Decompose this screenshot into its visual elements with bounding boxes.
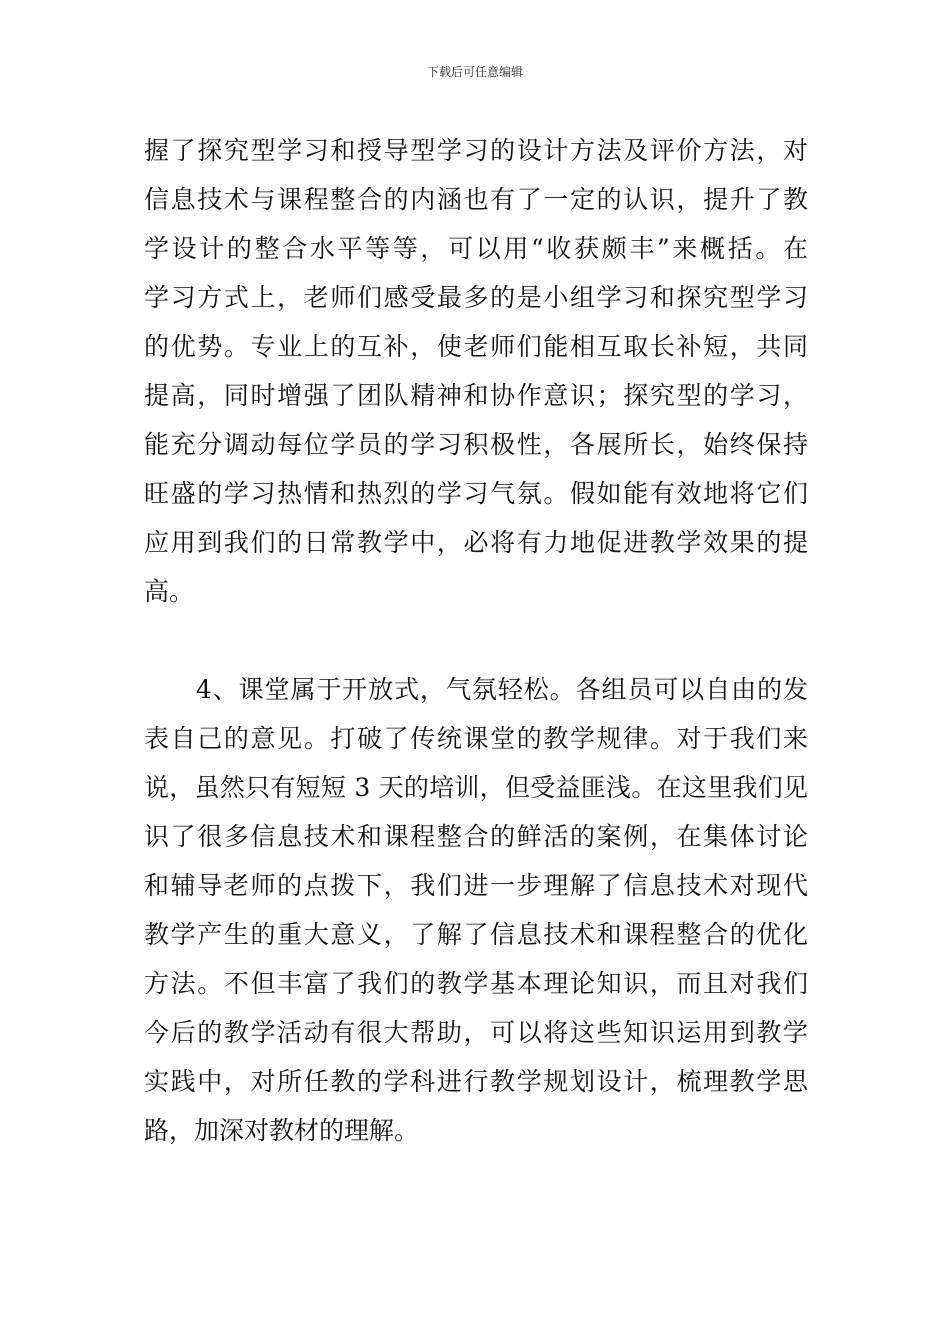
paragraph-line: 方法。不但丰富了我们的教学基本理论知识，而且对我们 [144,969,808,998]
paragraph-line: 和辅导老师的点拨下，我们进一步理解了信息技术对现代 [144,871,808,900]
paragraph-line: 表自己的意见。打破了传统课堂的教学规律。对于我们来 [144,724,808,753]
paragraph-line: 能充分调动每位学员的学习积极性，各展所长，始终保持 [144,430,808,459]
paragraph-line: 应用到我们的日常教学中，必将有力地促进教学效果的提 [144,528,808,557]
paragraph-line: 高。 [144,577,195,606]
paragraph-line: 路，加深对教材的理解。 [144,1116,420,1145]
paragraph-line: 教学产生的重大意义，了解了信息技术和课程整合的优化 [144,920,808,949]
paragraph-line: 提高，同时增强了团队精神和协作意识；探究型的学习， [144,381,808,410]
paragraph-line: 握了探究型学习和授导型学习的设计方法及评价方法，对 [144,136,808,165]
paragraph-line: 旺盛的学习热情和热烈的学习气氛。假如能有效地将它们 [144,479,808,508]
page-header: 下载后可任意编辑 [426,65,523,79]
paragraph-line: 的优势。专业上的互补，使老师们能相互取长补短，共同 [144,332,808,361]
paragraph-line: 学习方式上，老师们感受最多的是小组学习和探究型学习 [144,283,808,312]
document-body [144,126,808,1155]
paragraph-line: 实践中，对所任教的学科进行教学规划设计，梳理教学思 [144,1067,808,1096]
paragraph-line: 识了很多信息技术和课程整合的鲜活的案例，在集体讨论 [144,822,808,851]
paragraph-line: 信息技术与课程整合的内涵也有了一定的认识，提升了教 [144,185,808,214]
paragraph-line: 说，虽然只有短短 3 天的培训，但受益匪浅。在这里我们见 [144,773,808,802]
paragraph-1 [144,126,808,616]
paragraph-line: 4、课堂属于开放式，气氛轻松。各组员可以自由的发 [144,675,808,704]
paragraph-line: 今后的教学活动有很大帮助，可以将这些知识运用到教学 [144,1018,808,1047]
paragraph-line: 学设计的整合水平等等，可以用“收获颇丰”来概括。在 [144,234,808,263]
paragraph-gap [144,616,808,665]
paragraph-2 [144,665,808,1155]
